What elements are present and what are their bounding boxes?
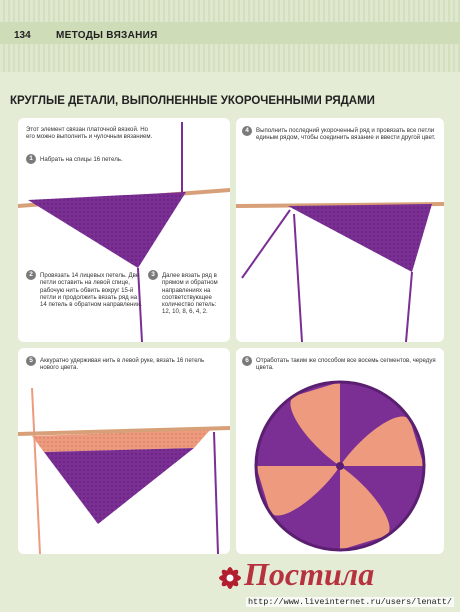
step-3-badge: 3 bbox=[148, 270, 158, 280]
panel-step-5 bbox=[18, 348, 230, 554]
step-4-text: Выполнить последний укороченный ряд и провязать все петли единым рядом, чтобы соединить вязание и ввести другой цвет. bbox=[256, 127, 436, 142]
step-1-text: Набрать на спицы 16 петель. bbox=[40, 156, 123, 163]
step-4-badge: 4 bbox=[242, 126, 252, 136]
step-6-badge: 6 bbox=[242, 356, 252, 366]
panel-steps-1-3 bbox=[18, 118, 230, 342]
step-5-badge: 5 bbox=[26, 356, 36, 366]
watermark-logo: Постила bbox=[244, 556, 375, 592]
panel-step-4 bbox=[236, 118, 444, 342]
knitting-illustration-5 bbox=[18, 348, 230, 554]
step-1-badge: 1 bbox=[26, 154, 36, 164]
step-6-text: Отработать таким же способом все восемь сегментов, чередуя цвета. bbox=[256, 357, 436, 372]
intro-text: Этот элемент связан платочной вязкой. Но его можно выполнить и чулочным вязанием. bbox=[26, 126, 153, 141]
step-2-badge: 2 bbox=[26, 270, 36, 280]
knitted-circle bbox=[236, 348, 444, 554]
step-5-text: Аккуратно удерживая нить в левой руке, вязать 16 петель нового цвета. bbox=[40, 357, 205, 372]
section-title: КРУГЛЫЕ ДЕТАЛИ, ВЫПОЛНЕННЫЕ УКОРОЧЕННЫМИ РЯДАМИ bbox=[10, 95, 375, 107]
step-2-text: Провязать 14 лицевых петель. Две петли оставить на левой спице, рабочую нить обвить вокруг 15-й петли и продолжить вязать ряд на 14 петель в обратном направлении. bbox=[40, 272, 142, 309]
page-header bbox=[0, 0, 460, 72]
chapter-title: МЕТОДЫ ВЯЗАНИЯ bbox=[56, 30, 158, 41]
source-url[interactable]: http://www.liveinternet.ru/users/lenatt/ bbox=[247, 597, 452, 607]
flower-logo-icon bbox=[214, 562, 246, 594]
step-3-text: Далее вязать ряд в прямом и обратном направлениях на соответствующее количество петель: 12, 10, 8, 6, 4, 2. bbox=[162, 272, 218, 316]
knitting-illustration-4 bbox=[236, 118, 444, 342]
page-number: 134 bbox=[14, 30, 31, 41]
panel-step-6 bbox=[236, 348, 444, 554]
